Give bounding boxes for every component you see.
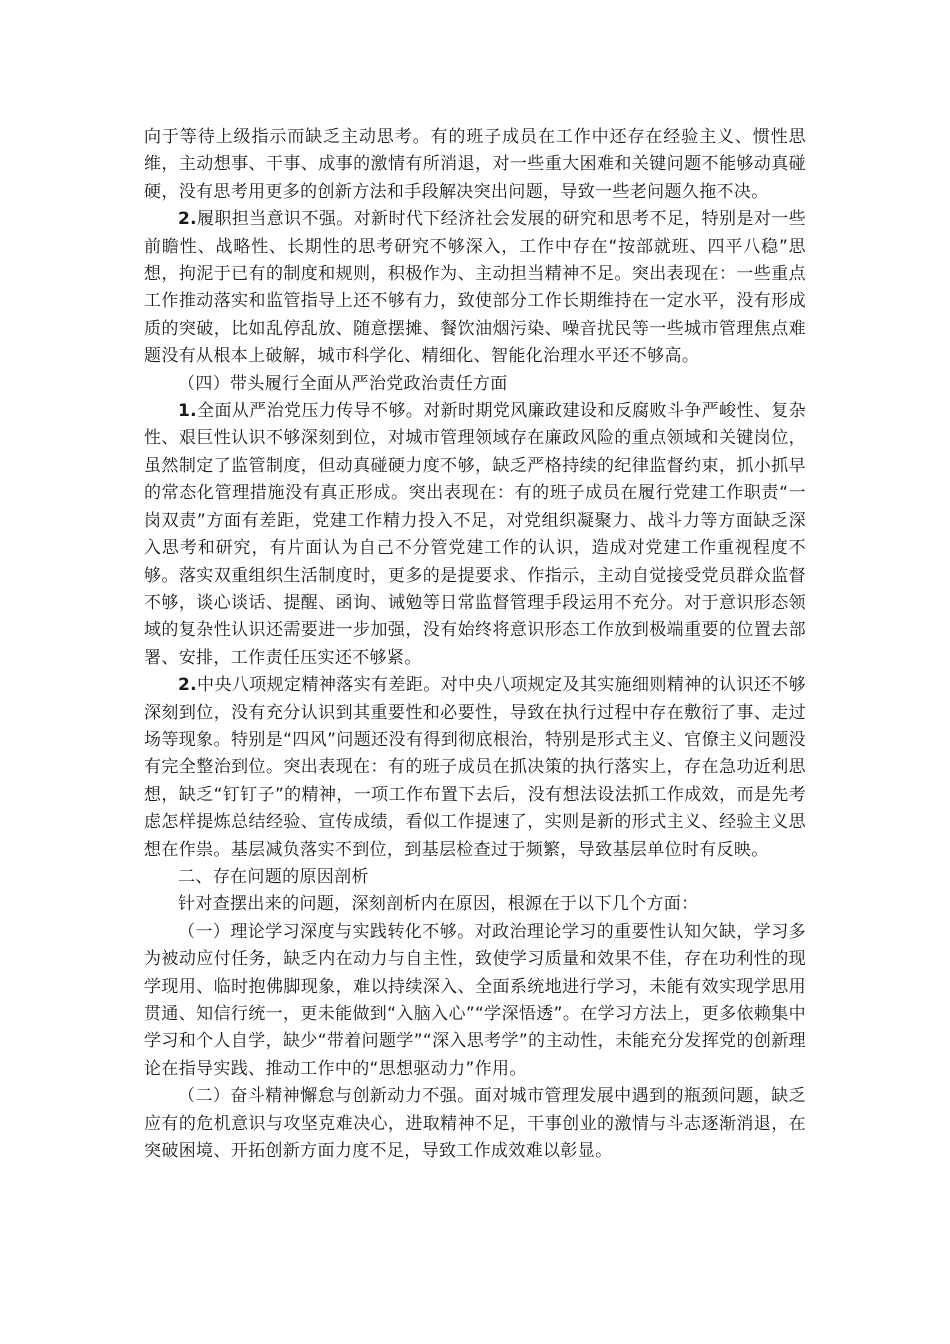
paragraph-text: 全面从严治党压力传导不够。对新时期党风廉政建设和反腐败斗争严峻性、复杂性、艰巨性认识不够深刻到位，对城市管理领域存在廉政风险的重点领域和关键岗位，虽然制定了监管制度，但动真碰硬力度不够，缺乏严格持续的纪律监督约束，抓小抓早的常态化管理措施没有真正形成。突出表现在：有的班子成员在履行党建工作职责“一岗双责”方面有差距，党建工作精力投入不足，对党组织凝聚力、战斗力等方面缺乏深入思考和研究，有片面认为自己不分管党建工作的认识，造成对党建工作重视程度不够。落实双重组织生活制度时，更多的是提要求、作指示，主动自觉接受党员群众监督不够，谈心谈话、提醒、函询、诫勉等日常监督管理手段运用不充分。对于意识形态领域的复杂性认识还需要进一步加强，没有始终将意识形态工作放到极端重要的位置去部署、安排，工作责任压实还不够紧。 xyxy=(144,401,806,668)
paragraph-eight-regulations xyxy=(144,672,806,864)
paragraph-cause-intro xyxy=(144,891,806,918)
paragraph-pressure-transmission xyxy=(144,398,806,672)
paragraph-theory-study xyxy=(144,919,806,1083)
paragraph-text: 针对查摆出来的问题，深刻剖析内在原因，根源在于以下几个方面： xyxy=(178,894,699,915)
paragraph-striving-spirit xyxy=(144,1083,806,1165)
section-heading-party-responsibility xyxy=(144,371,806,398)
paragraph-text: 履职担当意识不强。对新时代下经济社会发展的研究和思考不足，特别是对一些前瞻性、战略性、长期性的思考研究不够深入，工作中存在“按部就班、四平八稳”思想，拘泥于已有的制度和规则，积极作为、主动担当精神不足。突出表现在：一些重点工作推动落实和监管指导上还不够有力，致使部分工作长期维持在一定水平，没有形成质的突破，比如乱停乱放、随意摆摊、餐饮油烟污染、噪音扰民等一些城市管理焦点难题没有从根本上破解，城市科学化、精细化、智能化治理水平还不够高。 xyxy=(144,209,806,367)
item-number: 2. xyxy=(178,209,197,230)
paragraph-performance-awareness xyxy=(144,206,806,370)
section-heading-cause-analysis xyxy=(144,864,806,891)
heading-text: （四）带头履行全面从严治党政治责任方面 xyxy=(178,373,508,394)
paragraph-text: 中央八项规定精神落实有差距。对中央八项规定及其实施细则精神的认识还不够深刻到位，没有充分认识到其重要性和必要性，导致在执行过程中存在敷衍了事、走过场等现象。特别是“四风”问题还没有得到彻底根治，特别是形式主义、官僚主义问题没有完全整治到位。突出表现在：有的班子成员在抓决策的执行落实上，存在急功近利思想，缺乏“钉钉子”的精神，一项工作布置下去后，没有想法设法抓工作成效，而是先考虑怎样提炼总结经验、宣传成绩，看似工作提速了，实则是新的形式主义、经验主义思想在作祟。基层减负落实不到位，到基层检查过于频繁，导致基层单位时有反映。 xyxy=(144,675,806,860)
item-number: 2. xyxy=(178,675,197,696)
continuation-paragraph xyxy=(144,124,806,206)
paragraph-text: （一）理论学习深度与实践转化不够。对政治理论学习的重要性认知欠缺，学习多为被动应付任务，缺乏内在动力与自主性，致使学习质量和效果不佳，存在功利性的现学现用、临时抱佛脚现象，难以持续深入、全面系统地进行学习，未能有效实现学思用贯通、知信行统一，更未能做到“入脑入心”“学深悟透”。在学习方法上，更多依赖集中学习和个人自学，缺少“带着问题学”“深入思考学”的主动性，未能充分发挥党的创新理论在指导实践、推动工作中的“思想驱动力”作用。 xyxy=(144,921,806,1079)
paragraph-text: 向于等待上级指示而缺乏主动思考。有的班子成员在工作中还存在经验主义、惯性思维，主动想事、干事、成事的激情有所消退，对一些重大困难和关键问题不能够动真碰硬，没有思考用更多的创新方法和手段解决突出问题，导致一些老问题久拖不决。 xyxy=(144,127,806,202)
paragraph-text: （二）奋斗精神懈怠与创新动力不强。面对城市管理发展中遇到的瓶颈问题，缺乏应有的危机意识与攻坚克难决心，进取精神不足，干事创业的激情与斗志逐渐消退，在突破困境、开拓创新方面力度不足，导致工作成效难以彰显。 xyxy=(144,1086,806,1162)
item-number: 1. xyxy=(178,401,197,422)
heading-text: 二、存在问题的原因剖析 xyxy=(178,866,369,887)
document-page xyxy=(144,124,806,1165)
